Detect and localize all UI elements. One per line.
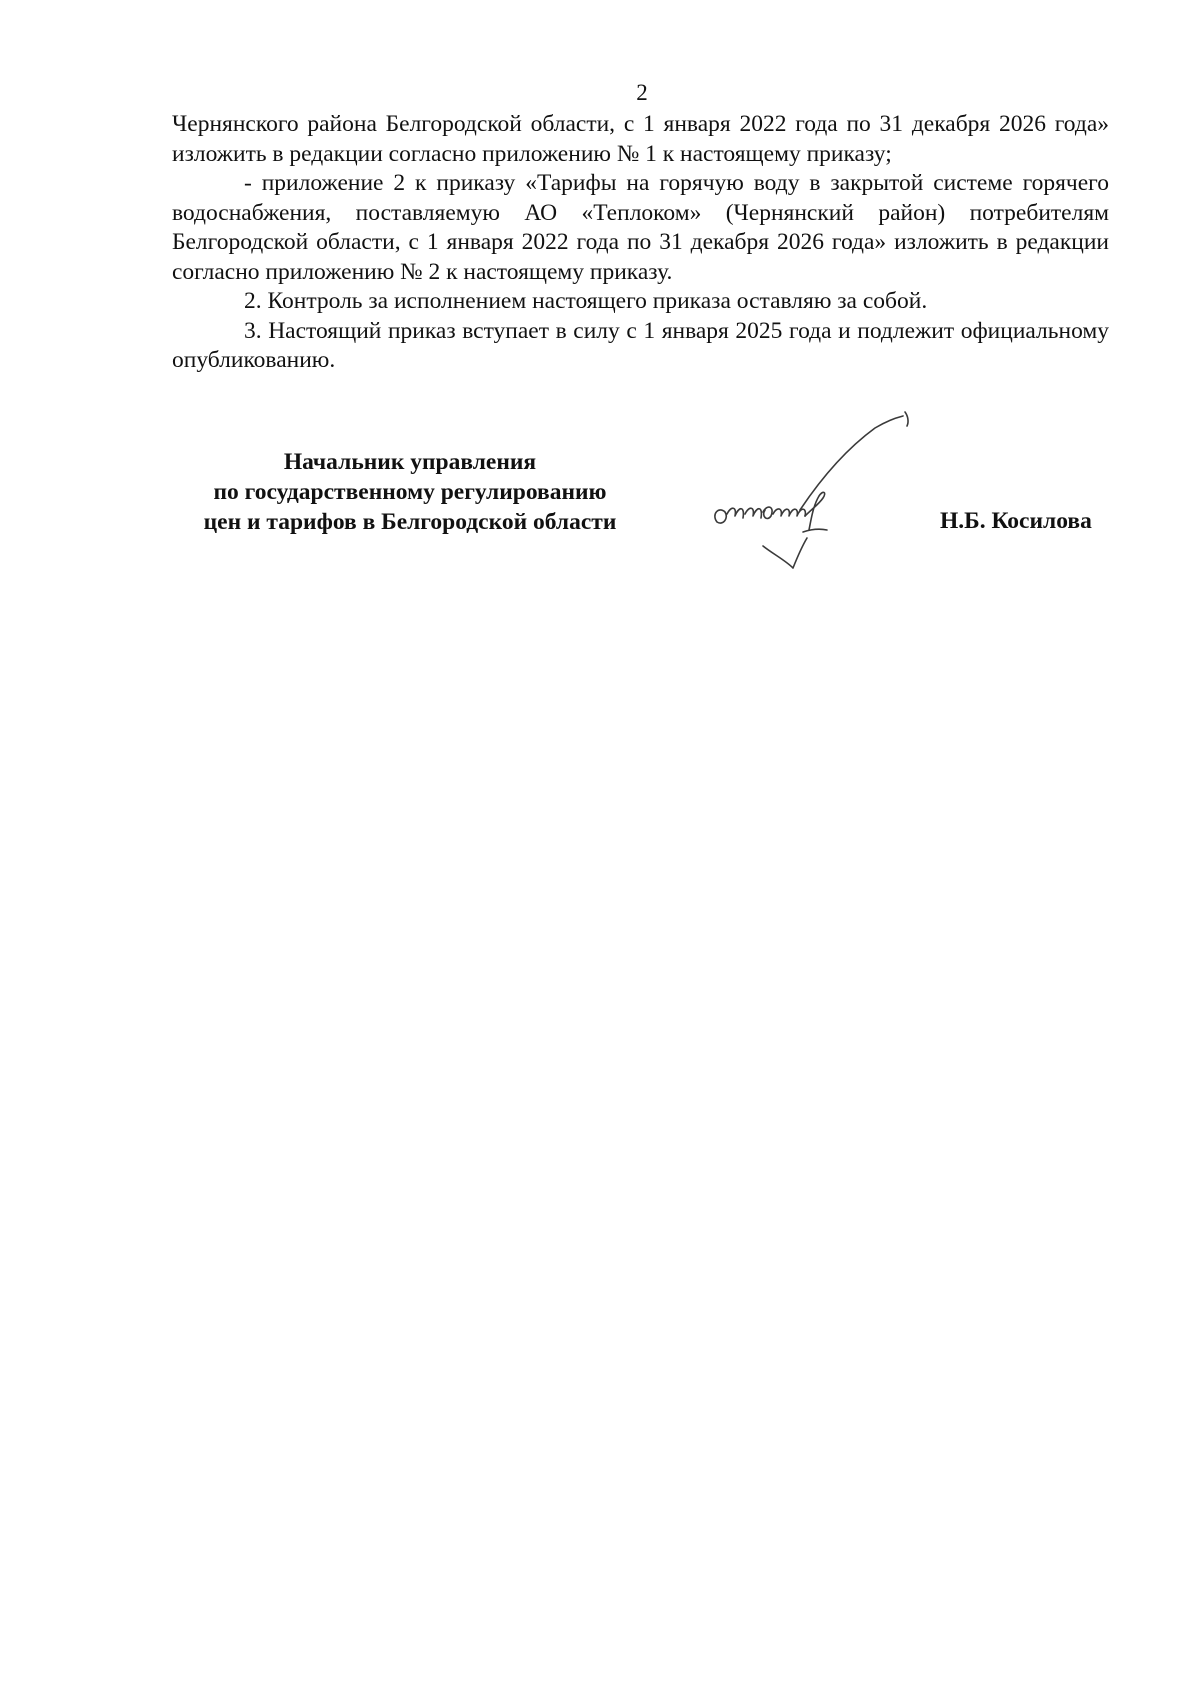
signatory-title-line: по государственному регулированию — [213, 479, 607, 505]
signatory-title-line: цен и тарифов в Белгородской области — [203, 509, 617, 535]
signer-name: Н.Б. Косилова — [940, 508, 1092, 534]
handwritten-signature — [705, 410, 995, 585]
signatory-title — [160, 447, 660, 537]
paragraph-continuation: Чернянского района Белгородской области, с 1 января 2022 года по 31 декабря 2026 года» изложить в редакции согласно приложению № 1 к настоящему приказу; — [172, 111, 1109, 167]
paragraph-item-3: 3. Настоящий приказ вступает в силу с 1 января 2025 года и подлежит официальному опубликованию. — [172, 317, 1109, 373]
page-number: 2 — [636, 80, 648, 105]
signatory-title-line: Начальник управления — [283, 449, 537, 475]
document-body — [172, 110, 1109, 376]
paragraph-appendix-2: - приложение 2 к приказу «Тарифы на горячую воду в закрытой системе горячего водоснабжения, поставляемую АО «Теплоком» (Чернянский район) потребителям Белгородской области, с 1 января 2022 года по 31 декабря 2026 года» изложить в редакции согласно приложению № 2 к настоящему приказу. — [172, 170, 1109, 285]
paragraph-item-2: 2. Контроль за исполнением настоящего приказа оставляю за собой. — [244, 288, 928, 314]
